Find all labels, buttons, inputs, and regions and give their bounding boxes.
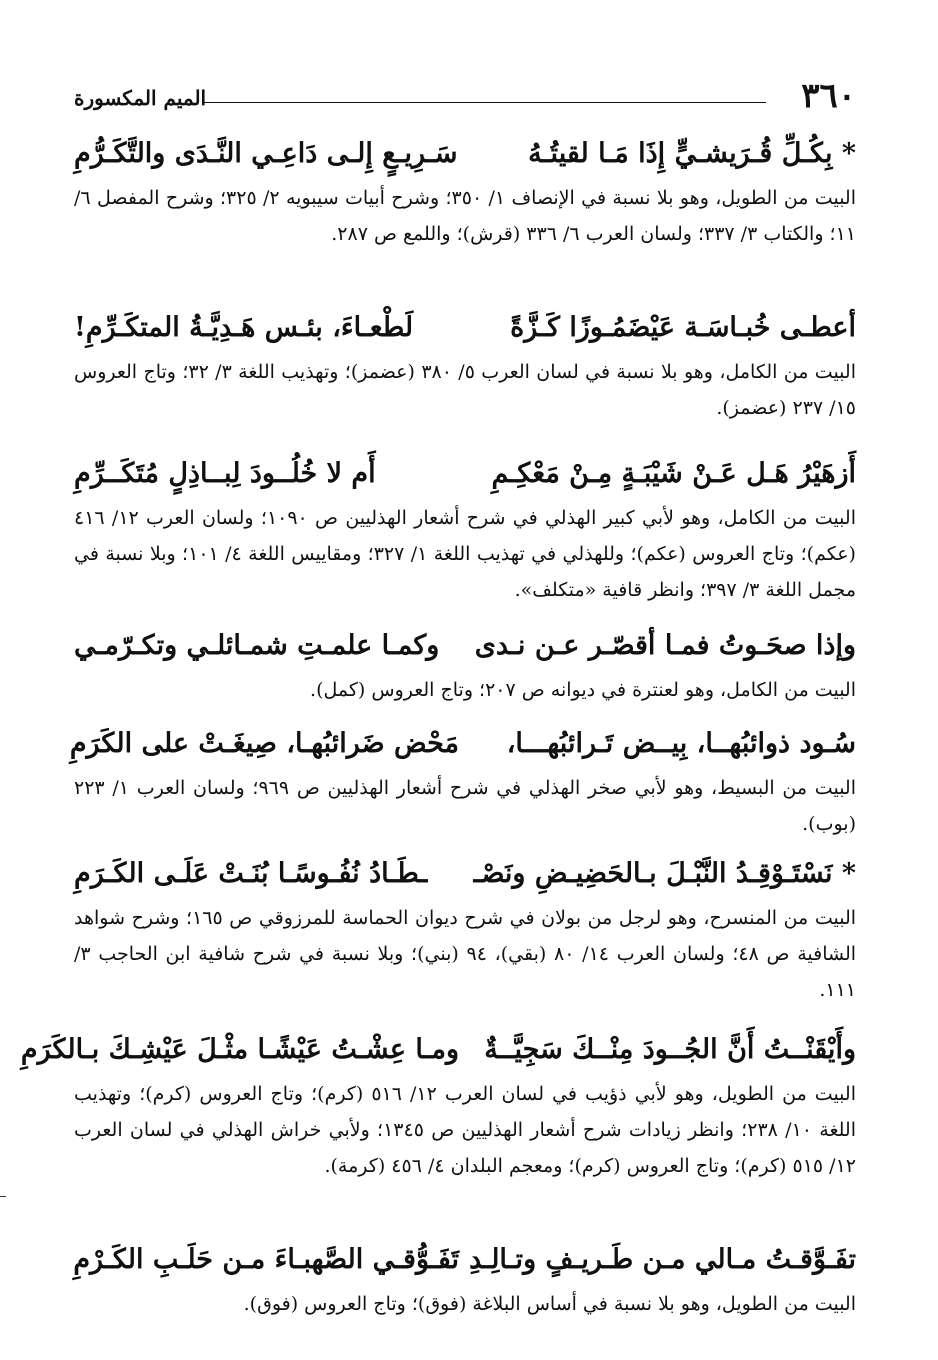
verse-second-hemistich: سَـرِيـعٍ إِلـى دَاعِـي النَّـدَى والتَّكَـرُّمِ [74,138,458,169]
verse-first-hemistich: أعطـى خُبـاسَـة عَيْضَمُـوزًا كَـزَّةً [510,312,856,343]
page-number: ٣٦٠ [801,76,856,116]
verse-first-hemistich: * نَسْتَـوْقِـدُ النَّبْـلَ بـالحَضِيـضِ ونَصْـ [473,858,856,889]
verse-note: البيت من الطويل، وهو بلا نسبة في أساس البلاغة (فوق)؛ وتاج العروس (فوق). [243,1293,856,1315]
verse-first-hemistich: أَزهَيْرُ هَـل عَـنْ شَيْبَـةٍ مِـنْ مَعْكِـمِ [491,458,856,489]
verse-line [74,852,856,896]
page-header [74,78,856,118]
verse-line [74,132,856,176]
verse-line [74,306,856,350]
verse-first-hemistich: سُـود ذوائبُهــا، بِيــض تَـرائبُهـــا، [506,728,856,759]
verse-line [74,624,856,668]
verse-second-hemistich: ـطَـادُ نُفُـوسًـا بُنَـتْ عَلَـى الكَـرَمِ [74,858,428,889]
verse-note: البيت من الكامل، وهو بلا نسبة في لسان العرب ٥/ ٣٨٠ (عضمز)؛ وتهذيب اللغة ٣/ ٣٢؛ وتاج العروس ١٥/ ٢٣٧ (عضمز). [74,361,856,419]
verse-line [20,1028,856,1072]
header-rule [204,102,766,103]
verse-second-hemistich: أَم لا خُلُــودَ لِبــاذِلٍ مُتَكَــرِّمِ [74,458,376,489]
verse-line [74,452,856,496]
verse-note: البيت من الطويل، وهو بلا نسبة في الإنصاف ١/ ٣٥٠؛ وشرح أبيات سيبويه ٢/ ٣٢٥؛ وشرح المفصل ٦/ ١١؛ والكتاب ٣/ ٣٣٧؛ ولسان العرب ٦/ ٣٣٦ (قرش)؛ واللمع ص ٢٨٧. [74,187,856,245]
verse-second-hemistich: وكمـا علمـتِ شمـائلـي وتكـرّمـي [74,630,440,661]
verse-line [69,722,856,766]
verse-second-hemistich: تَفَـوُّقـي الصَّهبـاءَ مـن حَلَـبِ الكَـرْمِ [73,1244,459,1275]
verse-first-hemistich: وأَيْقَنْــتُ أَنَّ الجُــودَ مِنْــكَ سَجِيَّــةٌ [484,1034,856,1065]
verse-first-hemistich: تفَـوَّقـتُ مـالي مـن طَـريـفٍ وتـالِـدِ [469,1244,856,1275]
verse-line [74,1238,856,1282]
verse-note: البيت من الطويل، وهو لأبي ذؤيب في لسان العرب ١٢/ ٥١٦ (كرم)؛ وتاج العروس (كرم)؛ وتهذيب اللغة ١٠/ ٢٣٨؛ وانظر زيادات شرح أشعار الهذليين ص ١٣٤٥؛ ولأبي خراش الهذلي في لسان العرب ١٢/ ٥١٥ (كرم)؛ وتاج العروس (كرم)؛ ومعجم البلدان ٤/ ٤٥٦ (كرمة). [74,1083,856,1177]
running-title: الميم المكسورة [74,86,207,110]
verse-second-hemistich: مَحْض ضَرائبُهـا، صِيغَـتْ على الكَرَمِ [69,728,459,759]
verse-note: البيت من المنسرح، وهو لرجل من بولان في شرح ديوان الحماسة للمرزوقي ص ١٦٥؛ وشرح شواهد الشافية ص ٤٨؛ ولسان العرب ١٤/ ٨٠ (بقي)، ٩٤ (بني)؛ وبلا نسبة في شرح شافية ابن الحاجب ٣/ ١١١. [74,907,857,1001]
verse-first-hemistich: * بِكُـلِّ قُـرَيشـيٍّ إِذَا مَـا لقيتُـهُ [528,138,856,169]
verse-note: البيت من الكامل، وهو لعنترة في ديوانه ص ٢٠٧؛ وتاج العروس (كمل). [310,679,856,701]
verse-note: البيت من الكامل، وهو لأبي كبير الهذلي في شرح أشعار الهذليين ص ١٠٩٠؛ ولسان العرب ١٢/ ٤١٦ (عكم)؛ وتاج العروس (عكم)؛ وللهذلي في تهذيب اللغة ١/ ٣٢٧؛ ومقاييس اللغة ٤/ ١٠١؛ وبلا نسبة في مجمل اللغة ٣/ ٣٩٧؛ وانظر قافية «متكلف». [74,507,856,601]
verse-second-hemistich: لَطْعـاءَ، بئـس هَـدِيَّـةُ المتكَـرِّمِ! [74,312,414,343]
margin-mark [0,1196,6,1205]
verse-second-hemistich: ومـا عِشْـتُ عَيْشًـا مثْـلَ عَيْشِـكَ بـالكَرَمِ [20,1034,459,1065]
verse-first-hemistich: وإذا صحَـوتُ فمـا أقصّـر عـن نـدى [474,630,856,661]
verse-note: البيت من البسيط، وهو لأبي صخر الهذلي في شرح أشعار الهذليين ص ٩٦٩؛ ولسان العرب ١/ ٢٢٣ (بوب). [74,777,856,835]
